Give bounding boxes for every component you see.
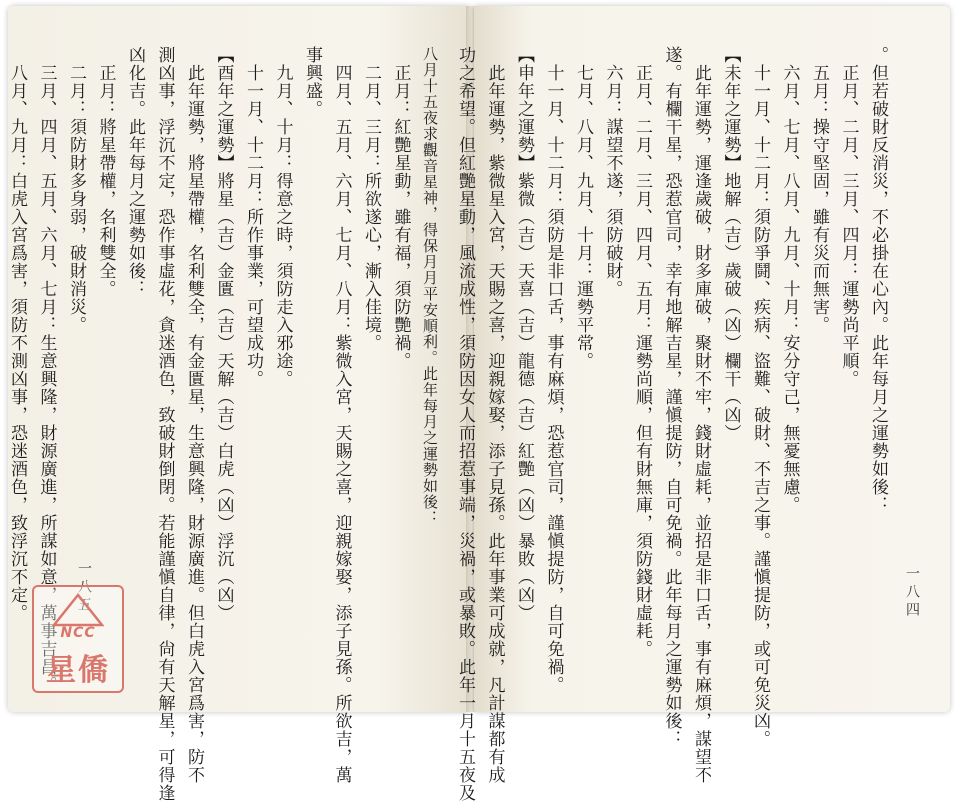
text-column: 六月、七月、八月、九月、十月：安分守己，無憂無慮。 [779, 46, 800, 514]
text-column: 事興盛。 [302, 46, 322, 118]
text-column: 此年運勢，運逢歲破，財多庫破，聚財不牢，錢財虛耗，並招是非口舌，事有麻煩，謀望不 [691, 46, 711, 784]
watermark-logo [32, 585, 124, 693]
text-column: 【酉年之運勢】將星（吉）金匱（吉）天解（吉）白虎（凶）浮沉（凶） [213, 46, 234, 622]
text-column: 六月：謀望不遂，須防破財。 [602, 46, 623, 298]
text-column: 此年運勢，將星帶權，名利雙全，有金匱星，生意興隆，財源廣進。但白虎入宮爲害，防不 [184, 46, 204, 784]
right-page [455, 6, 950, 802]
text-column: 二月、三月：所欲遂心，漸入佳境。 [361, 46, 381, 352]
text-column: 凶化吉。此年每月之運勢如後： [125, 46, 145, 298]
text-column: 五月：操守堅固，雖有災而無害。 [809, 46, 829, 334]
triangle-icon [52, 593, 104, 627]
right-page-text [455, 46, 892, 802]
text-column: 十一月、十二月：須防爭鬪、疾病、盜難、破財、不吉之事。謹愼提防，或可免災凶。 [750, 46, 770, 748]
text-column: 正月、二月、三月、四月：運勢尚平順。 [838, 46, 859, 388]
text-column: 二月：須防財多身弱，破財消災。 [66, 46, 86, 334]
text-column: 此年運勢，紫微星入宮，天賜之喜，迎親嫁娶，添子見孫。此年事業可成就，凡計謀都有成 [484, 46, 505, 784]
text-column: 【未年之運勢】地解（吉）歲破（凶）欄干（凶） [720, 46, 741, 442]
logo-name: 星僑 [46, 653, 110, 688]
text-column: 正月：紅艷星動，雖有福，須防艷禍。 [390, 46, 411, 370]
text-column: 遂。有欄干星，恐惹官司，幸有地解吉星，謹愼提防，自可免禍。此年每月之運勢如後： [661, 46, 682, 748]
logo-brand: NCC [60, 625, 96, 641]
text-column: 。但若破財反消災，不必掛在心內。此年每月之運勢如後： [868, 46, 888, 514]
text-column: 正月、二月、三月、四月、五月：運勢尚順，但有財無庫，須防錢財虛耗。 [632, 46, 652, 658]
text-column: 八月、九月：白虎入宮爲害，須防不測凶事，恐迷酒色，致浮沉不定。 [7, 46, 27, 622]
text-column: 正月：將星帶權，名利雙全。 [95, 46, 116, 298]
page-number: 一八四 [904, 566, 920, 620]
text-column: 三月、四月、五月、六月、七月：生意興隆，財源廣進，所謀如意，萬事吉昌。 [36, 46, 57, 694]
page-number: 一八五 [76, 561, 92, 615]
text-column: 十一月、十二月：所作事業，可望成功。 [243, 46, 263, 388]
text-column: 八月十五夜求觀音星神，得保月月平安順利。此年每月之運勢如後： [421, 46, 439, 526]
text-column: 測凶事，浮沉不定，恐作事虛花，貪迷酒色，致破財倒閉。若能謹愼自律，尙有天解星，可得逢 [154, 46, 175, 802]
text-column: 七月、八月、九月、十月：運勢平常。 [573, 46, 593, 370]
text-column: 十一月、十二月：須防是非口舌，事有麻煩，恐惹官司，謹愼提防，自可免禍。 [543, 46, 564, 694]
text-column: 九月、十月：得意之時，須防走入邪途。 [272, 46, 293, 388]
text-column: 四月、五月、六月、七月、八月：紫微入宮，天賜之喜，迎親嫁娶，添子見孫。所欲吉，萬 [331, 46, 352, 784]
text-column: 【申年之運勢】紫微（吉）天喜（吉）龍德（吉）紅艷（凶）暴敗（凶） [514, 46, 534, 622]
text-column: 功之希望。但紅艷星動，風流成性，須防因女人而招惹事端，災禍，或暴敗。此年一月十五夜及 [455, 46, 475, 802]
